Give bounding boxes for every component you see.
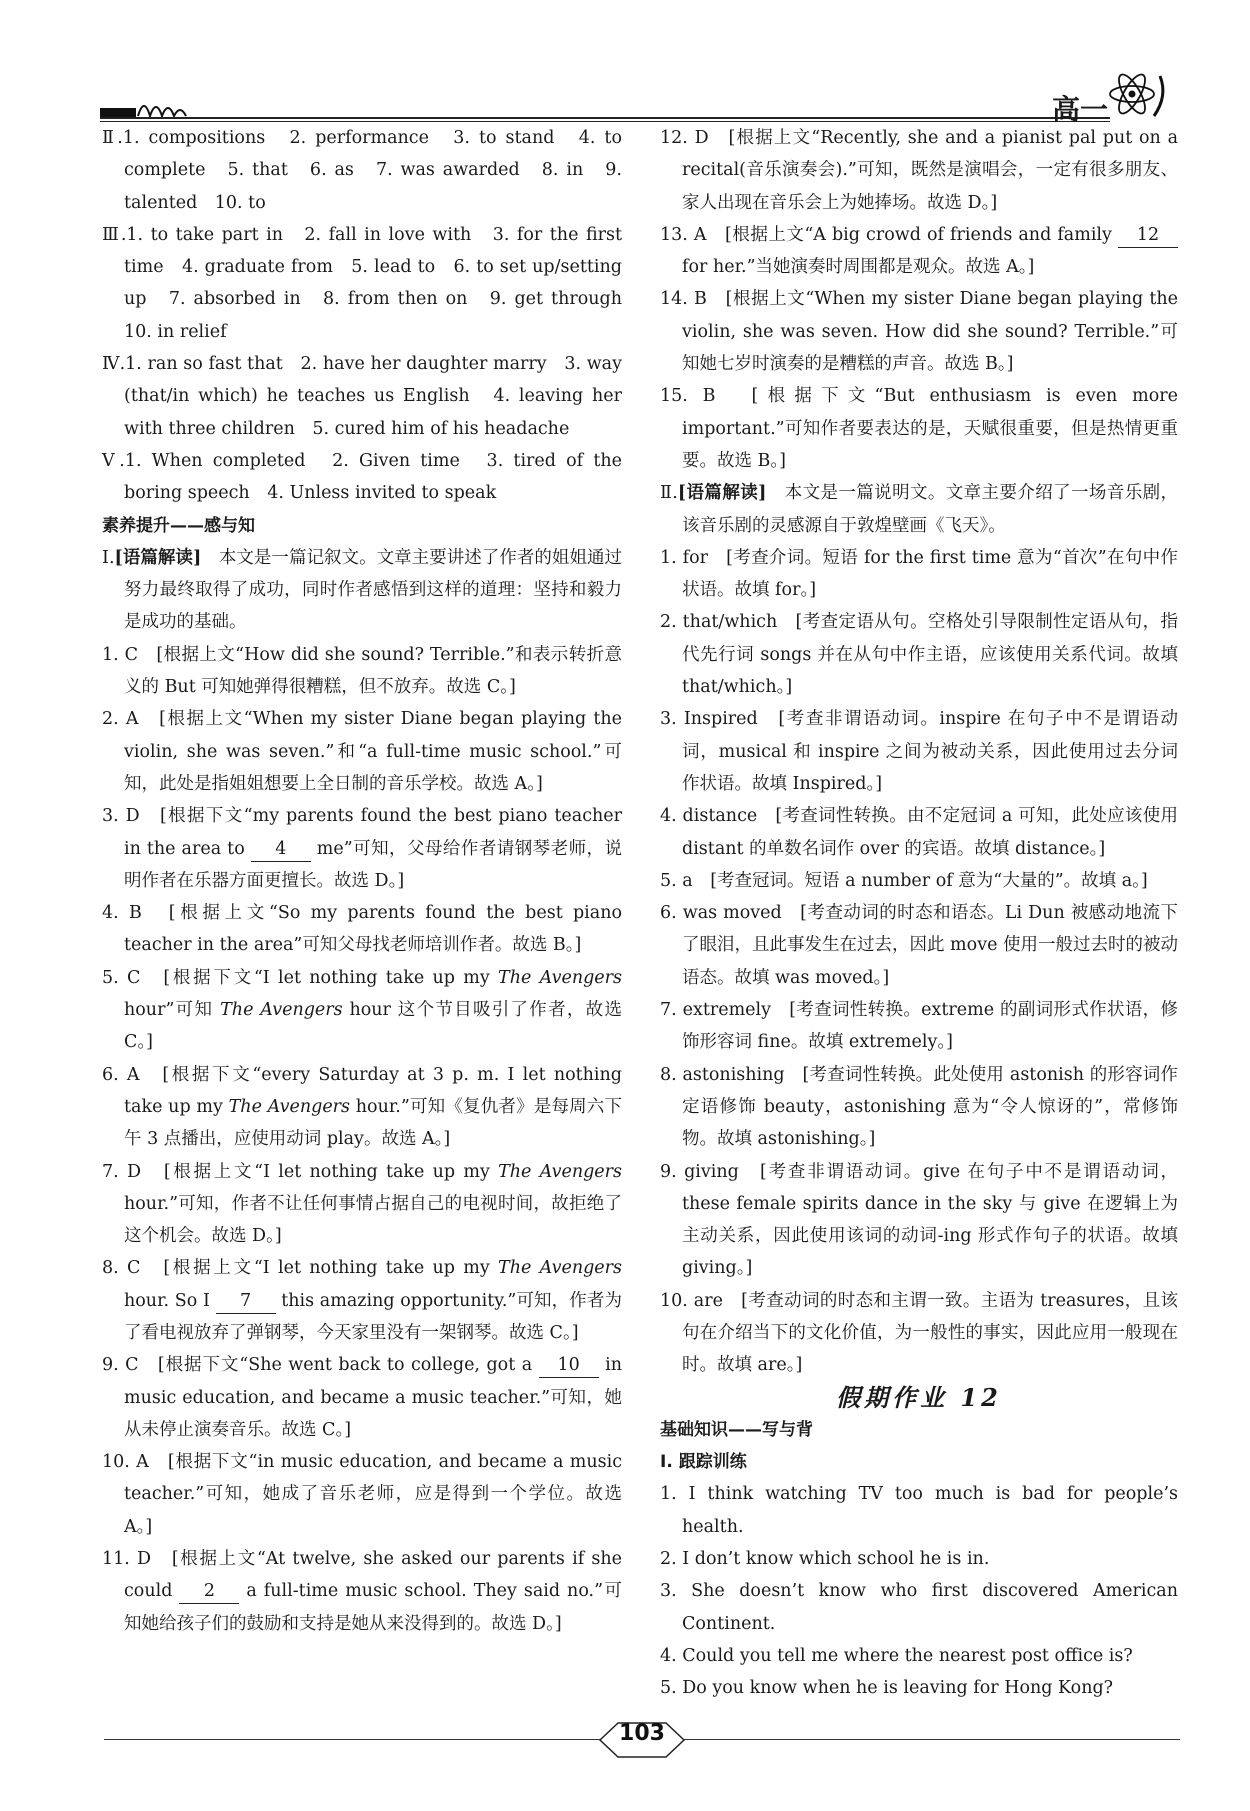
answer-number: 6. was moved [660,903,782,924]
roman-numeral: Ⅲ. [102,224,127,245]
explanation: [考查词性转换。由不定冠词 a 可知，此处应该使用 distant 的单数名词作 over 的宾语。故填 distance。] [682,806,1178,859]
explanation: [根据下文“She went back to college, got a [157,1355,533,1376]
explanation: [考查定语从句。空格处引导限制性定语从句，指代先行词 songs 并在从句中作主语，应该使用关系代词。故填 that/which。] [682,612,1179,698]
section-5-answers [102,445,622,510]
answer-item [102,703,622,800]
answer-number: 14. B [660,289,707,310]
section-title: 基础知识——写与背 [660,1419,813,1440]
list-item: 3. She doesn’t know who first discovered American Continent. [660,1581,1178,1634]
answer-number: 9. C [102,1355,139,1376]
answer-number: 11. D [102,1549,152,1570]
answer-number: 4. B [102,903,142,924]
answer-text: 1. compositions 2. performance 3. to stand 4. to complete 5. that 6. as 7. was awarded 8. in 9. talented 10. to [122,128,622,213]
passage-summary [660,477,1178,542]
answer-number: 10. are [660,1290,723,1311]
explanation: [考查非谓语动词。give 在句子中不是谓语动词，these female spirits dance in the sky 与 give 在逻辑上为主动关系，因此使用该词的动词-ing 形式作句子的状语。故填 giving。] [682,1161,1179,1279]
right-column [660,122,1178,1705]
passage-tag: [语篇解读] [114,547,202,568]
answer-item [102,1349,622,1446]
answer-number: 3. D [102,806,140,827]
title-italic: The Avengers [498,1258,622,1279]
explanation: [考查冠词。短语 a number of 意为“大量的”。故填 a。] [710,870,1148,891]
roman-numeral: Ⅱ. [102,128,123,148]
explanation: [根据下文“my parents found the best piano teacher in the area to [124,806,623,859]
explanation: [根据上文“When my sister Diane began playing the violin, she was seven.”和“a full-time music school.”可知，此处是指姐姐想要上全日制的音乐学校。故选 A。] [124,709,622,794]
answer-number: 7. extremely [660,1000,772,1021]
answer-number: 8. astonishing [660,1064,785,1085]
section-3-answers [102,219,640,348]
answer-item [660,897,1178,994]
explanation: [考查非谓语动词。inspire 在句子中不是谓语动词，musical 和 inspire 之间为被动关系，因此使用过去分词作状语。故填 Inspired。] [682,709,1179,794]
answer-number: 3. Inspired [660,709,758,730]
explanation: [考查词性转换。此处使用 astonish 的形容词作定语修饰 beauty，astonishing 意为“令人惊讶的”，常修饰物。故填 astonishing。] [682,1064,1178,1150]
answer-number: 12. D [660,128,709,148]
explanation: [考查动词的时态和主谓一致。主语为 treasures，且该句在介绍当下的文化价值，为一般性的事实，因此应用一般现在时。故填 are。] [682,1290,1178,1376]
list-item: 2. I don’t know which school he is in. [660,1549,990,1570]
answer-number: 15. B [660,386,716,407]
explanation: [根据下文“I let nothing take up my [163,967,490,988]
explanation: for her.”当她演奏时周围都是观众。故选 A。] [682,257,1035,278]
answer-item [102,1252,622,1349]
answer-item [660,703,1178,800]
answer-item [660,283,1178,380]
passage-tag: [语篇解读] [677,483,767,504]
decorative-flourish-icon [100,90,210,120]
summary-text: 本文是一篇说明文。文章主要介绍了一场音乐剧，该音乐剧的灵感源自于敦煌壁画《飞天》。 [682,483,1179,536]
explanation: this amazing opportunity.”可知，作者为了看电视放弃了弹钢琴，今天家里没有一架钢琴。故选 C。] [124,1290,622,1343]
answer-number: 1. for [660,547,708,568]
answer-item [102,1059,622,1156]
explanation: [考查动词的时态和语态。Li Dun 被感动地流下了眼泪，且此事发生在过去，因此 move 使用一般过去时的被动语态。故填 was moved。] [682,903,1179,988]
section-2-answers [102,122,622,219]
blank-number: 10 [539,1353,599,1378]
explanation: [根据下文“But enthusiasm is even more important.”可知作者要表达的是，天赋很重要，但是热情更重要。故选 B。] [682,386,1178,471]
answer-number: 8. C [102,1258,141,1279]
title-italic: The Avengers [498,1161,622,1182]
answer-number: 5. a [660,870,693,891]
answer-item [660,994,1178,1059]
answer-item [660,1156,1178,1285]
answer-item [102,800,622,897]
blank-number: 4 [251,837,311,862]
title-italic: The Avengers [220,1000,343,1021]
answer-item [102,897,622,962]
answer-item [102,1156,622,1253]
left-column [102,122,640,1640]
explanation: hour.”可知《复仇者》是每周六下午 3 点播出，应使用动词 play。故选 A。] [124,1096,622,1150]
answer-number: 13. A [660,224,707,245]
explanation: me”可知，父母给作者请钢琴老师，说明作者在乐器方面更擅长。故选 D。] [124,838,622,891]
answer-item [102,1543,622,1640]
explanation: [考查介词。短语 for the first time 意为“首次”在句中作状语。故填 for。] [682,547,1179,601]
explanation: hour. So I [124,1290,210,1311]
explanation: [根据上文“When my sister Diane began playing the violin, she was seven. How did she sound? Terrible.”可知她七岁时演奏的是糟糕的声音。故选 B。] [682,289,1178,375]
title-italic: The Avengers [498,967,622,988]
answer-number: 2. A [102,709,139,730]
roman-numeral: Ⅳ. [102,354,126,375]
roman-numeral: Ⅱ. [660,483,678,504]
answer-number: 4. distance [660,806,758,827]
passage-summary [102,542,622,639]
answer-item [660,542,1178,607]
answer-number: 5. C [102,967,141,988]
explanation: hour.”可知，作者不让任何事情占据自己的电视时间，故拒绝了这个机会。故选 D。] [124,1193,622,1247]
explanation: hour 这个节目吸引了作者，故选 C。] [124,1000,622,1053]
answer-number: 7. D [102,1161,141,1182]
blank-number: 7 [216,1289,276,1314]
explanation: [根据上文“I let nothing take up my [163,1161,490,1182]
roman-numeral: Ⅰ. [102,547,115,568]
answer-text: 1. to take part in 2. fall in love with 3. for the first time 4. graduate from 5. lead to 6. to set up/setting up 7. absorbed in 8. from then on 9. get through 10. in relief [124,224,640,342]
explanation: [根据上文“A big crowd of friends and family [725,224,1112,245]
homework-title: 假期作业 12 [836,1382,1002,1412]
answer-text: 1. ran so fast that 2. have her daughter marry 3. way (that/in which) he teaches us English 4. leaving her with three children 5. cured him of his headache [124,354,623,439]
blank-number: 2 [179,1579,239,1604]
answer-number: 9. giving [660,1161,739,1182]
answer-number: 6. A [102,1064,140,1085]
list-item: 5. Do you know when he is leaving for Hong Kong? [660,1678,1114,1699]
explanation: [根据上文“I let nothing take up my [163,1258,490,1279]
explanation: hour”可知 [124,1000,214,1021]
list-item: 1. I think watching TV too much is bad for people’s health. [660,1484,1178,1537]
section-4-answers [102,348,622,445]
atom-icon [1102,66,1180,124]
explanation: [根据上文“So my parents found the best piano teacher in the area”可知父母找老师培训作者。故选 B。] [124,903,623,956]
title-italic: The Avengers [228,1096,351,1117]
answer-item [660,1285,1178,1382]
explanation: in music education, and became a music teacher.”可知，她从未停止演奏音乐。故选 C。] [124,1355,622,1440]
answer-item [102,962,622,1059]
summary-text: 本文是一篇记叙文。文章主要讲述了作者的姐姐通过努力最终取得了成功，同时作者感悟到这样的道理：坚持和毅力是成功的基础。 [124,547,623,633]
answer-item [660,606,1178,703]
page-number: 103 [619,1721,665,1746]
answer-item [102,1446,622,1543]
answer-item [660,380,1178,477]
explanation: [根据下文“in music education, and became a music teacher.”可知，她成了音乐老师，应是得到一个学位。故选 A。] [124,1452,622,1537]
answer-item [660,122,1178,219]
subsection-title: Ⅰ. 跟踪训练 [660,1452,747,1473]
grade-label: 高一 [1051,93,1108,126]
explanation: [根据下文“every Saturday at 3 p. m. I let nothing take up my [124,1064,622,1117]
explanation: [根据上文“How did she sound? Terrible.”和表示转折意义的 But 可知她弹得很糟糕，但不放弃。故选 C。] [124,644,622,698]
explanation: [考查词性转换。extreme 的副词形式作状语，修饰形容词 fine。故填 extremely。] [682,1000,1178,1053]
blank-number: 12 [1118,223,1178,248]
answer-number: 10. A [102,1452,149,1473]
page-header [100,66,1190,124]
answer-item [102,639,622,704]
answer-number: 1. C [102,644,139,665]
answer-number: 2. that/which [660,612,778,633]
roman-numeral: Ⅴ. [102,450,125,471]
answer-text: 1. When completed 2. Given time 3. tired of the boring speech 4. Unless invited to speak [124,450,622,504]
explanation: a full-time music school. They said no.”可知她给孩子们的鼓励和支持是她从来没得到的。故选 D。] [124,1581,622,1634]
explanation: [根据上文“At twelve, she asked our parents if she could [124,1549,622,1602]
answer-item [660,219,1178,284]
section-title: 素养提升——感与知 [102,515,255,536]
explanation: [根据上文“Recently, she and a pianist pal put on a recital(音乐演奏会).”可知，既然是演唱会，一定有很多朋友、家人出现在音乐会上为她捧场。故选 D。] [682,128,1179,213]
list-item: 4. Could you tell me where the nearest post office is? [660,1645,1133,1666]
answer-item [660,865,1178,897]
answer-item [660,1059,1178,1156]
header-rule [100,117,1110,119]
answer-item [660,800,1178,865]
